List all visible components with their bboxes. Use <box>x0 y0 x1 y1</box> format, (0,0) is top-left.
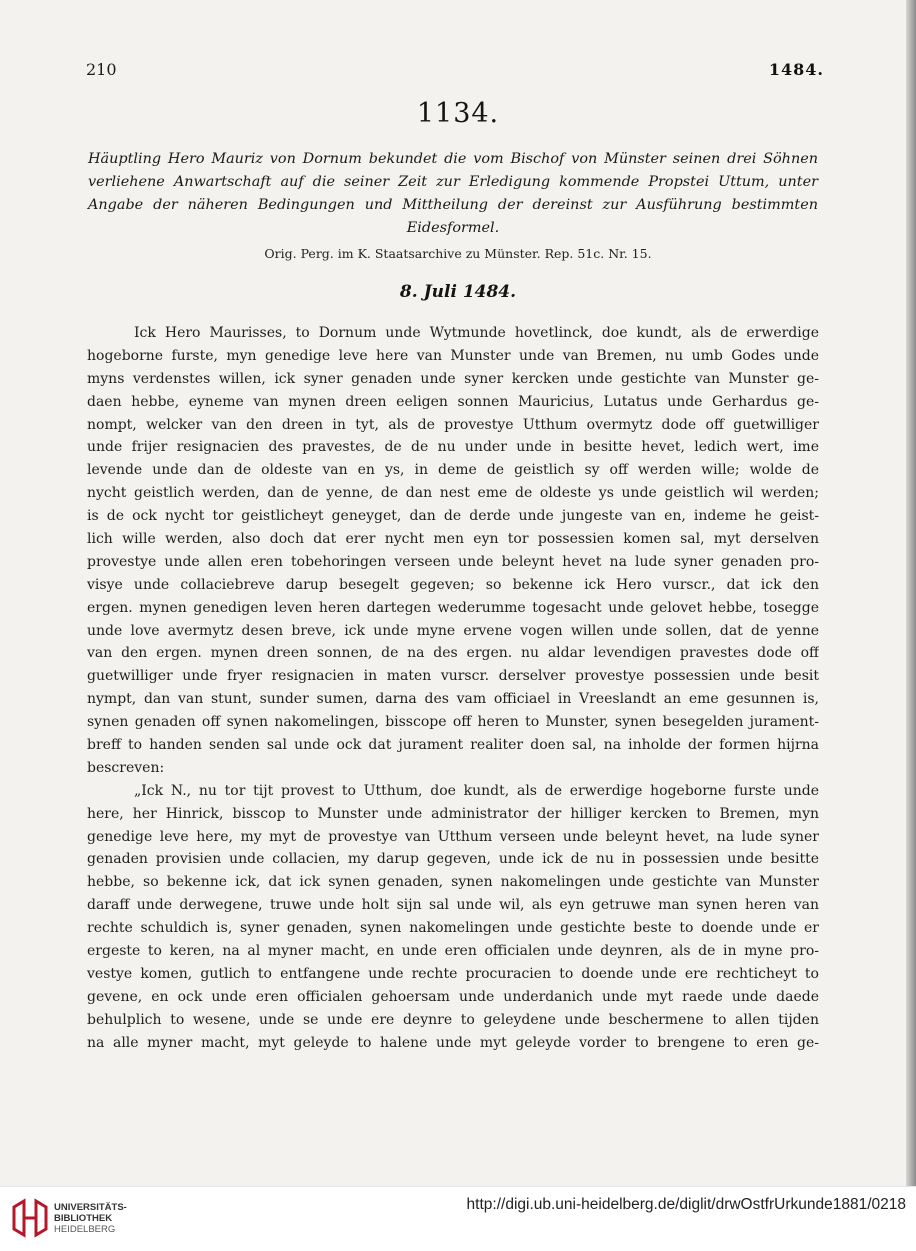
text-line: synen genaden off synen nakomelingen, bisscope off heren to Munster, synen besegelden jurament- <box>87 714 819 731</box>
document-number: 1134. <box>416 98 500 129</box>
institution-name <box>54 1202 127 1235</box>
document-body <box>87 322 819 1055</box>
text-line: gevene, en ock unde eren officialen gehoersam unde underdanich unde myt raede unde daede <box>87 988 819 1005</box>
university-library-logo-icon <box>10 1195 50 1241</box>
text-line: hebbe, so bekenne ick, dat ick synen genaden, synen nakomelingen unde gestichte van Munster <box>87 874 819 891</box>
text-line: nympt, dan van stunt, sunder sumen, darna des vam officiael in Vreeslandt an eme gesunnen is, <box>87 691 819 708</box>
text-line: daen hebbe, eyneme van mynen dreen eeligen sonnen Mauricius, Lutatus unde Gerhardus ge- <box>87 393 819 410</box>
text-line: van den ergen. mynen dreen sonnen, de na des ergen. nu aldar levendigen pravestes dode off <box>87 645 819 662</box>
text-line: daraff unde derwegene, truwe unde holt sijn sal unde wil, als eyn getruwe man synen heren van <box>87 897 819 914</box>
text-line: ergeste to keren, na al myner macht, en unde eren officialen unde deynren, als de in myne pro- <box>87 943 819 960</box>
text-line: myns verdenstes willen, ick syner genaden unde syner kercken unde gestichte van Munster ge- <box>87 370 819 387</box>
viewer-footer <box>0 1186 916 1251</box>
text-line: unde love avermytz desen breve, ick unde myne ervene vogen willen unde sollen, dat de yenne <box>87 622 819 639</box>
text-line: hogeborne furste, myn genedige leve here van Munster unde van Bremen, nu umb Godes unde <box>87 347 819 364</box>
institution-line: BIBLIOTHEK <box>54 1213 113 1224</box>
running-year: 1484. <box>768 60 824 79</box>
text-line: visye unde collaciebreve darup besegelt gegeven; so bekenne ick Hero vurscr., dat ick den <box>87 576 819 593</box>
text-line: levende unde dan de oldeste van en ys, in deme de geistlich sy off werden wille; wolde de <box>87 462 819 479</box>
document-summary: Häuptling Hero Mauriz von Dornum bekundet die vom Bischof von Münster seinen drei Söhnen verliehene Anwartschaft auf die seiner Zeit zur Erledigung kommende Propstei Uttum, unter Angabe der näheren Bedingungen und Mittheilung der dereinst zur Ausführung bestimmten Eidesformel. <box>88 151 818 236</box>
text-line: rechte schuldich is, syner genaden, synen nakomelingen unde gestichte beste to doende unde er <box>87 920 819 937</box>
institution-line: UNIVERSITÄTS- <box>54 1202 127 1213</box>
text-line: unde frijer resignacien des pravestes, de de nu under unde in besitte hevet, ledich wert, ime <box>87 439 819 456</box>
text-line: „Ick N., nu tor tijt provest to Utthum, doe kundt, als de erwerdige hogeborne furste unde <box>134 782 819 799</box>
text-line: nompt, welcker van den dreen in tyt, als de provestye Utthum overmytz dode off guetwilliger <box>87 416 819 433</box>
page-number: 210 <box>86 60 117 79</box>
text-line: provestye unde allen eren tobehoringen verseen unde beleynt hevet na lude syner genaden pro- <box>87 553 819 570</box>
archival-source: Orig. Perg. im K. Staatsarchive zu Münster. Rep. 51c. Nr. 15. <box>264 246 652 261</box>
institution-line: HEIDELBERG <box>54 1224 116 1235</box>
text-line: breff to handen senden sal unde ock dat jurament realiter doen sal, na inholde der formen hijrna <box>87 737 819 754</box>
text-line: ergen. mynen genedigen leven heren dartegen wederumme togesacht unde gelovet hebbe, tosegge <box>87 599 819 616</box>
document-date: 8. Juli 1484. <box>399 282 517 302</box>
text-line: guetwilliger unde fryer resignacien in maten vurscr. derselver provestye possessien unde besit <box>87 668 819 685</box>
text-line: behulplich to wesene, unde se unde ere deynre to geleydene unde beschermene to allen tijden <box>87 1011 819 1028</box>
text-line: genaden provisien unde collacien, my darup gegeven, unde ick de nu in possessien unde besitte <box>87 851 819 868</box>
text-line: vestye komen, gutlich to entfangene unde rechte procuracien to doende unde ere rechticheyt to <box>87 965 819 982</box>
text-line: nycht geistlich werden, dan de yenne, de dan nest eme de oldeste ys unde geistlich wil werden; <box>87 485 819 502</box>
text-line: Ick Hero Maurisses, to Dornum unde Wytmunde hovetlinck, doe kundt, als de erwerdige <box>134 325 819 341</box>
permalink-url[interactable]: http://digi.ub.uni-heidelberg.de/diglit/drwOstfrUrkunde1881/0218 <box>466 1196 906 1213</box>
text-line: genedige leve here, my myt de provestye van Utthum verseen unde beleynt hevet, na lude syner <box>87 828 819 845</box>
text-line: na alle myner macht, myt geleyde to halene unde myt geleyde vorder to brengene to eren ge- <box>87 1034 819 1051</box>
text-line: here, her Hinrick, bisscop to Munster unde administrator der hilliger kercken to Bremen, myn <box>87 805 819 822</box>
text-line: is de ock nycht tor geistlicheyt geneyget, dan de derde unde jungeste van en, indeme he geist- <box>87 508 819 525</box>
text-line: bescreven: <box>87 759 165 776</box>
text-line: lich wille werden, also doch dat erer nycht men eyn tor possessien komen sal, myt derselven <box>87 531 819 548</box>
